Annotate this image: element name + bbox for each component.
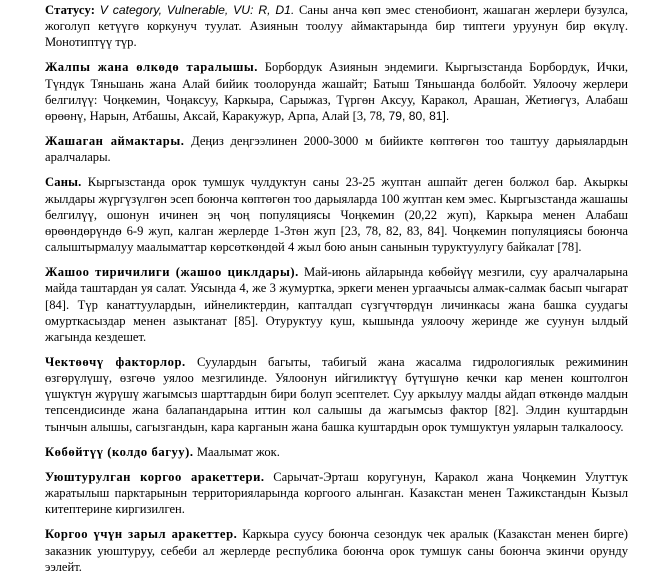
- section-breeding: [45, 444, 628, 460]
- section-life-cycle: [45, 264, 628, 345]
- section-body-distribution-refs: 79, 80, 81].: [388, 108, 450, 123]
- section-body-needed-measures: Каркыра суусу боюнча сезондук чек аралык (Казакстан менен бирге) заказник уюштуруу, себеби ал жерлерде республика боюнча орок тумшук саны боюнча экинчи орунду ээлейт.: [45, 527, 628, 574]
- section-body-limiting-factors: Суулардын багыты, табигый жана жасалма гидрологиялык режиминин өзгөрүлүшү, өзгөчө уялоо мезгилинде. Уялоонун ийгиликтүү бүтүшүнө кечки кар менен коштолгон үшүктүн жүрүшү жагымсыз шарттардын бири болуп эсептелет. Суу аркылуу малды айдап өткөндө малдын тепсендисинде жана балапандарына иттин кол салышы да жагымсыз фактор [82]. Элдин куштардын тынчын алышы, сагызгандын, кара карганын жана башка куштардын орок тумшуктун уяларын талкалоосу.: [45, 354, 628, 434]
- section-heading-habitats: Жашаган аймактары.: [45, 134, 185, 149]
- section-body-breeding: Маалымат жок.: [196, 444, 280, 459]
- section-body-conservation-measures: Сарычат-Эрташ коругунун, Каракол жана Чоңкемин Улуттук жаратылыш парктарынын территорияларында коргоого алынган. Казакстан менен Тажикстандын Кызыл китептерине киргизилген.: [45, 469, 629, 517]
- section-body-habitats: Деңиз деңгээлинен 2000-3000 м бийикте көптөгөн тоо таштуу дарыялардын аралчалары.: [45, 134, 628, 165]
- section-heading-needed-measures: Коргоо үчүн зарыл аракеттер.: [45, 527, 238, 542]
- section-distribution: [45, 59, 628, 124]
- section-limiting-factors: [45, 354, 628, 435]
- section-habitats: [45, 133, 628, 165]
- section-heading-breeding: Көбөйтүү (колдо багуу).: [45, 444, 194, 459]
- section-heading-distribution: Жалпы жана өлкөдө таралышы.: [45, 60, 259, 75]
- section-heading-limiting-factors: Чектөөчү факторлор.: [45, 354, 186, 369]
- section-needed-measures: [45, 526, 628, 574]
- section-body-life-cycle: Май-июнь айларында көбөйүү мезгили, суу аралчаларына майда таштардан уя салат. Уясында 4, же 3 жумуртка, эркеги менен ургаачысы алмак-салмак басып чыгарат [84]. Түр канаттуулардын, ийнеликтердин, капталдап сүзгүчтөрдүн личинкасы жана башка суудагы омурткасыздар менен азыктанат [85]. Отуруктуу куш, кышында уялоочу жеринде же суунун ылдый жагында кездешет.: [45, 265, 629, 344]
- section-heading-status: Статусу:: [45, 3, 96, 17]
- status-category-emphasis: V category, Vulnerable, VU: R, D1.: [99, 3, 295, 17]
- section-heading-numbers: Саны.: [45, 175, 82, 190]
- section-body-distribution: Борбордук Азиянын эндемиги. Кыргызстанда Борбордук, Ички, Түндүк Тяньшань жана Алай бийик тоолорунда жашайт; Батыш Тяньшанда болбойт. Уялоочу жерлери белгилүү: Чоңкемин, Чоңаксуу, Каркыра, Сарыжаз, Түргөн Аксуу, Каракол, Арашан, Жетиөгүз, Алабаш өрөөнү, Нарын, Атбашы, Аксай, Каракужур, Арпа, Алай [3, 78,: [45, 60, 629, 123]
- section-heading-life-cycle: Жашоо тиричилиги (жашоо циклдары).: [45, 265, 299, 280]
- section-status: [45, 2, 628, 50]
- section-heading-conservation-measures: Уюштурулган коргоо аракеттери.: [45, 469, 265, 484]
- section-numbers: [45, 174, 628, 255]
- section-conservation-measures: [45, 469, 628, 517]
- section-body-status: Саны анча көп эмес стенобионт, жашаган жерлери бузулса, жоголуп кетүүгө коркунуч туулат. Азиянын тоолуу аймактарында бир типтеги уруунун бир өкүлү. Монотиптүү түр.: [45, 3, 629, 50]
- section-body-numbers: Кыргызстанда орок тумшук чулдуктун саны 23-25 жуптан ашпайт деген болжол бар. Акыркы жылдары жүргүзүлгөн эсеп боюнча көптөгөн тоо дарыяларда 100 жуптан кем эмес. Кыргызстанда жашашы белгилүү, ошонун ичинен эң чоң популяциясы Чоңкемин (20,22 жуп), Каркыра менен Алабаш өрөөндөрүндө 6-9 жуп, калган жерлерде 1-3төн жуп [23, 78, 82, 83, 84]. Чоңкемин популяциясы боюнча салыштырмалуу маалыматтар көрсөткөндөй 4 жыл бою анын санынын туруктуулугу байкалат [78].: [45, 175, 628, 255]
